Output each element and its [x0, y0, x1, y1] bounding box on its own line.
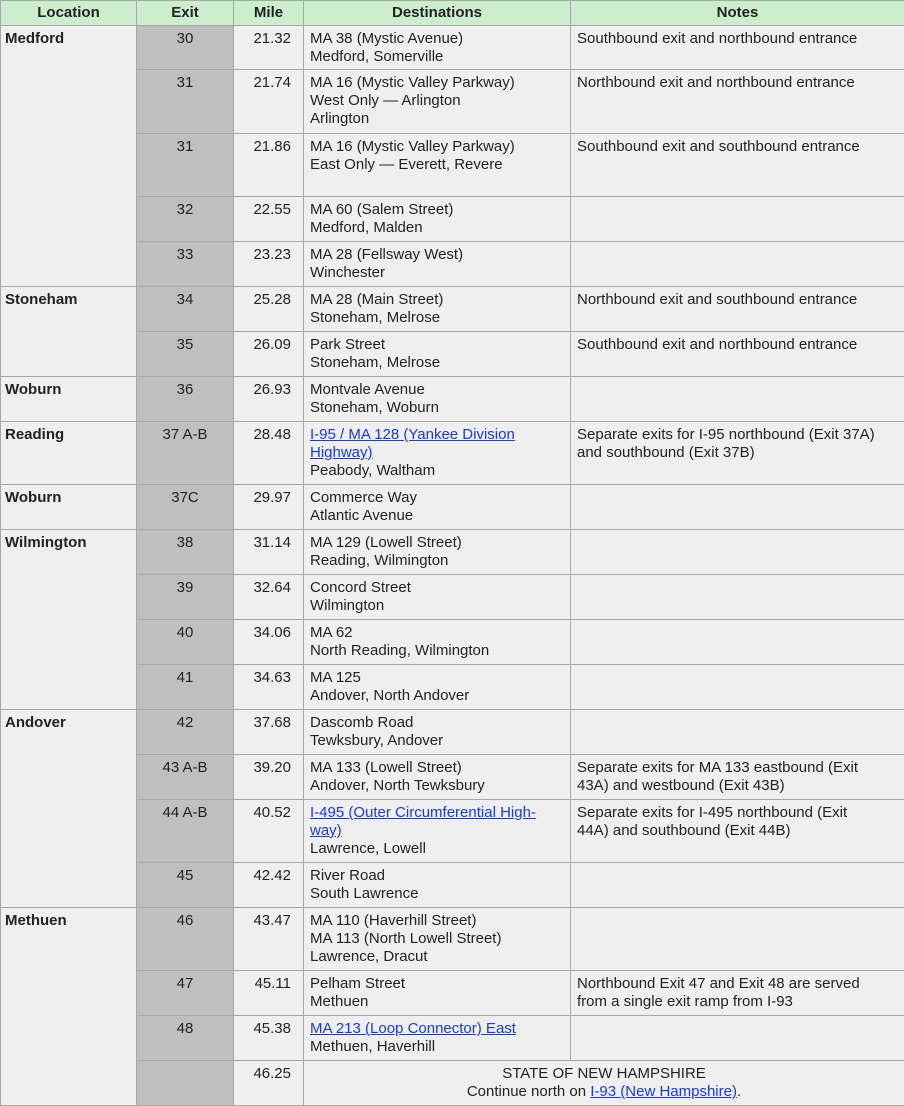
destination-route: MA 133 (Lowell Street)	[310, 759, 566, 777]
destination-cities: Peabody, Waltham	[310, 462, 566, 480]
destination-cities: Andover, North Tewksbury	[310, 777, 566, 795]
notes-cell	[571, 530, 904, 575]
exit-number: 31	[137, 134, 234, 197]
exit-number: 31	[137, 70, 234, 134]
notes-cell	[571, 971, 904, 1016]
exit-number: 37 A-B	[137, 422, 234, 485]
notes-cell	[571, 755, 904, 800]
mile-marker: 23.23	[234, 242, 304, 287]
notes-cell	[571, 1016, 904, 1061]
exit-number: 32	[137, 197, 234, 242]
exit-number: 37C	[137, 485, 234, 530]
destination-cities: Medford, Malden	[310, 219, 566, 237]
i95-ma128-link[interactable]	[310, 426, 566, 462]
mile-marker: 29.97	[234, 485, 304, 530]
destinations-cell	[304, 242, 571, 287]
notes-cell: Southbound exit and northbound entrance	[571, 26, 904, 70]
notes-cell	[571, 377, 904, 422]
destination-cities: Lawrence, Dracut	[310, 948, 566, 966]
destinations-cell	[304, 710, 571, 755]
state-title: STATE OF NEW HAMPSHIRE	[308, 1065, 900, 1083]
mile-marker: 26.93	[234, 377, 304, 422]
destination-route: MA 28 (Main Street)	[310, 291, 566, 309]
exit-number: 35	[137, 332, 234, 377]
destination-cities: Stoneham, Melrose	[310, 309, 566, 327]
destination-cities: Reading, Wilmington	[310, 552, 566, 570]
destinations-cell	[304, 755, 571, 800]
location-medford: Medford	[1, 26, 137, 287]
exit-number: 39	[137, 575, 234, 620]
table-row	[1, 134, 904, 197]
table-row	[1, 530, 904, 575]
table-row	[1, 710, 904, 755]
location-woburn: Woburn	[1, 485, 137, 530]
destinations-cell	[304, 863, 571, 908]
destinations-cell	[304, 575, 571, 620]
destination-route: Atlantic Avenue	[310, 507, 566, 525]
destination-route: MA 62	[310, 624, 566, 642]
notes-line: 43A) and westbound (Exit 43B)	[577, 777, 900, 795]
location-methuen: Methuen	[1, 908, 137, 1106]
table-row	[1, 485, 904, 530]
exit-number: 44 A-B	[137, 800, 234, 863]
mile-marker: 21.74	[234, 70, 304, 134]
mile-marker: 31.14	[234, 530, 304, 575]
exit-number: 41	[137, 665, 234, 710]
notes-line: Separate exits for I-495 northbound (Exit	[577, 804, 900, 822]
notes-cell	[571, 908, 904, 971]
mile-marker: 22.55	[234, 197, 304, 242]
destination-route: Commerce Way	[310, 489, 566, 507]
exit-number: 47	[137, 971, 234, 1016]
ma213-link[interactable]	[310, 1020, 566, 1038]
destination-cities: Lawrence, Lowell	[310, 840, 566, 858]
table-row	[1, 1016, 904, 1061]
i495-link[interactable]	[310, 804, 566, 840]
table-row	[1, 26, 904, 70]
destinations-cell	[304, 332, 571, 377]
destinations-cell	[304, 70, 571, 134]
continue-suffix: .	[737, 1083, 741, 1100]
destination-route: MA 110 (Haverhill Street)	[310, 912, 566, 930]
destinations-cell	[304, 620, 571, 665]
exit-number: 45	[137, 863, 234, 908]
table-row	[1, 422, 904, 485]
destination-cities: North Reading, Wilmington	[310, 642, 566, 660]
exit-number: 36	[137, 377, 234, 422]
destination-route: Park Street	[310, 336, 566, 354]
destination-direction: West Only — Arlington	[310, 92, 566, 110]
destination-cities: Tewksbury, Andover	[310, 732, 566, 750]
notes-line: 44A) and southbound (Exit 44B)	[577, 822, 900, 840]
header-row	[1, 1, 904, 26]
destination-route: Concord Street	[310, 579, 566, 597]
destinations-cell	[304, 134, 571, 197]
exit-number: 30	[137, 26, 234, 70]
notes-cell	[571, 575, 904, 620]
mile-marker: 37.68	[234, 710, 304, 755]
header-location: Location	[1, 1, 137, 26]
destination-route: MA 125	[310, 669, 566, 687]
destinations-cell	[304, 422, 571, 485]
mile-marker: 32.64	[234, 575, 304, 620]
destination-route: MA 60 (Salem Street)	[310, 201, 566, 219]
notes-cell	[571, 863, 904, 908]
destinations-cell	[304, 971, 571, 1016]
destination-cities: South Lawrence	[310, 885, 566, 903]
destinations-cell	[304, 197, 571, 242]
notes-cell: Southbound exit and northbound entrance	[571, 332, 904, 377]
exit-number: 48	[137, 1016, 234, 1061]
link-text-line: Highway)	[310, 444, 566, 462]
destination-route: MA 113 (North Lowell Street)	[310, 930, 566, 948]
destination-route: MA 129 (Lowell Street)	[310, 534, 566, 552]
link-text-line: MA 213 (Loop Connector) East	[310, 1020, 566, 1038]
exit-number: 42	[137, 710, 234, 755]
destination-cities: Wilmington	[310, 597, 566, 615]
mile-marker: 40.52	[234, 800, 304, 863]
destination-cities: Andover, North Andover	[310, 687, 566, 705]
destinations-cell	[304, 800, 571, 863]
destination-route: Dascomb Road	[310, 714, 566, 732]
continue-north-text	[308, 1083, 900, 1101]
destinations-cell	[304, 908, 571, 971]
destination-route: MA 16 (Mystic Valley Parkway)	[310, 74, 566, 92]
table-row	[1, 197, 904, 242]
location-woburn: Woburn	[1, 377, 137, 422]
header-exit: Exit	[137, 1, 234, 26]
destination-cities: Methuen, Haverhill	[310, 1038, 566, 1056]
exit-number: 46	[137, 908, 234, 971]
exit-number: 43 A-B	[137, 755, 234, 800]
exit-number: 34	[137, 287, 234, 332]
notes-cell	[571, 197, 904, 242]
mile-marker: 43.47	[234, 908, 304, 971]
destination-cities: Winchester	[310, 264, 566, 282]
exit-number: 38	[137, 530, 234, 575]
destination-route: MA 16 (Mystic Valley Parkway)	[310, 138, 566, 156]
location-andover: Andover	[1, 710, 137, 908]
link-text-line: way)	[310, 822, 566, 840]
notes-cell: Northbound exit and southbound entrance	[571, 287, 904, 332]
notes-line: from a single exit ramp from I-93	[577, 993, 900, 1011]
destinations-cell	[304, 377, 571, 422]
link-text-line: I-495 (Outer Circumferential High-	[310, 804, 566, 822]
notes-line: and southbound (Exit 37B)	[577, 444, 900, 462]
notes-cell	[571, 710, 904, 755]
notes-line: Northbound Exit 47 and Exit 48 are served	[577, 975, 900, 993]
table-row	[1, 800, 904, 863]
destination-route: River Road	[310, 867, 566, 885]
table-row	[1, 377, 904, 422]
mile-marker: 45.38	[234, 1016, 304, 1061]
mile-marker: 34.06	[234, 620, 304, 665]
notes-cell	[571, 485, 904, 530]
destination-cities: Medford, Somerville	[310, 48, 566, 66]
table-row	[1, 908, 904, 971]
location-reading: Reading	[1, 422, 137, 485]
notes-cell	[571, 620, 904, 665]
table-row	[1, 863, 904, 908]
table-row	[1, 242, 904, 287]
mile-marker: 21.86	[234, 134, 304, 197]
mile-marker: 25.28	[234, 287, 304, 332]
destination-route: MA 38 (Mystic Avenue)	[310, 30, 566, 48]
notes-cell	[571, 242, 904, 287]
notes-line: Separate exits for I-95 northbound (Exit 37A)	[577, 426, 900, 444]
mile-marker: 39.20	[234, 755, 304, 800]
notes-cell	[571, 665, 904, 710]
mile-marker: 42.42	[234, 863, 304, 908]
destination-cities: Methuen	[310, 993, 566, 1011]
table-row	[1, 287, 904, 332]
table-row	[1, 620, 904, 665]
header-notes: Notes	[571, 1, 904, 26]
header-mile: Mile	[234, 1, 304, 26]
location-wilmington: Wilmington	[1, 530, 137, 710]
notes-line: Separate exits for MA 133 eastbound (Exit	[577, 759, 900, 777]
mile-marker: 46.25	[234, 1061, 304, 1106]
exit-number: 40	[137, 620, 234, 665]
destination-cities: Stoneham, Woburn	[310, 399, 566, 417]
destination-direction: East Only — Everett, Revere	[310, 156, 566, 174]
mile-marker: 21.32	[234, 26, 304, 70]
destinations-cell	[304, 530, 571, 575]
destinations-cell	[304, 1016, 571, 1061]
exit-number: 33	[137, 242, 234, 287]
table-row	[1, 332, 904, 377]
link-text-line: I-95 / MA 128 (Yankee Division	[310, 426, 566, 444]
table-row	[1, 1061, 904, 1106]
table-row	[1, 971, 904, 1016]
table-row	[1, 70, 904, 134]
destination-route: MA 28 (Fellsway West)	[310, 246, 566, 264]
state-line-cell	[304, 1061, 904, 1106]
notes-cell: Northbound exit and northbound entrance	[571, 70, 904, 134]
destinations-cell	[304, 26, 571, 70]
exit-number	[137, 1061, 234, 1106]
destination-route: Pelham Street	[310, 975, 566, 993]
destinations-cell	[304, 485, 571, 530]
header-destinations: Destinations	[304, 1, 571, 26]
destination-cities: Arlington	[310, 110, 566, 128]
table-row	[1, 665, 904, 710]
mile-marker: 45.11	[234, 971, 304, 1016]
notes-cell	[571, 422, 904, 485]
table-row	[1, 755, 904, 800]
mile-marker: 28.48	[234, 422, 304, 485]
i93-nh-link[interactable]: I-93 (New Hampshire)	[590, 1083, 737, 1100]
destinations-cell	[304, 665, 571, 710]
continue-prefix: Continue north on	[467, 1083, 590, 1100]
notes-cell	[571, 800, 904, 863]
table-row	[1, 575, 904, 620]
destination-cities: Stoneham, Melrose	[310, 354, 566, 372]
destination-route: Montvale Avenue	[310, 381, 566, 399]
mile-marker: 26.09	[234, 332, 304, 377]
notes-cell: Southbound exit and southbound entrance	[571, 134, 904, 197]
destinations-cell	[304, 287, 571, 332]
mile-marker: 34.63	[234, 665, 304, 710]
location-stoneham: Stoneham	[1, 287, 137, 377]
